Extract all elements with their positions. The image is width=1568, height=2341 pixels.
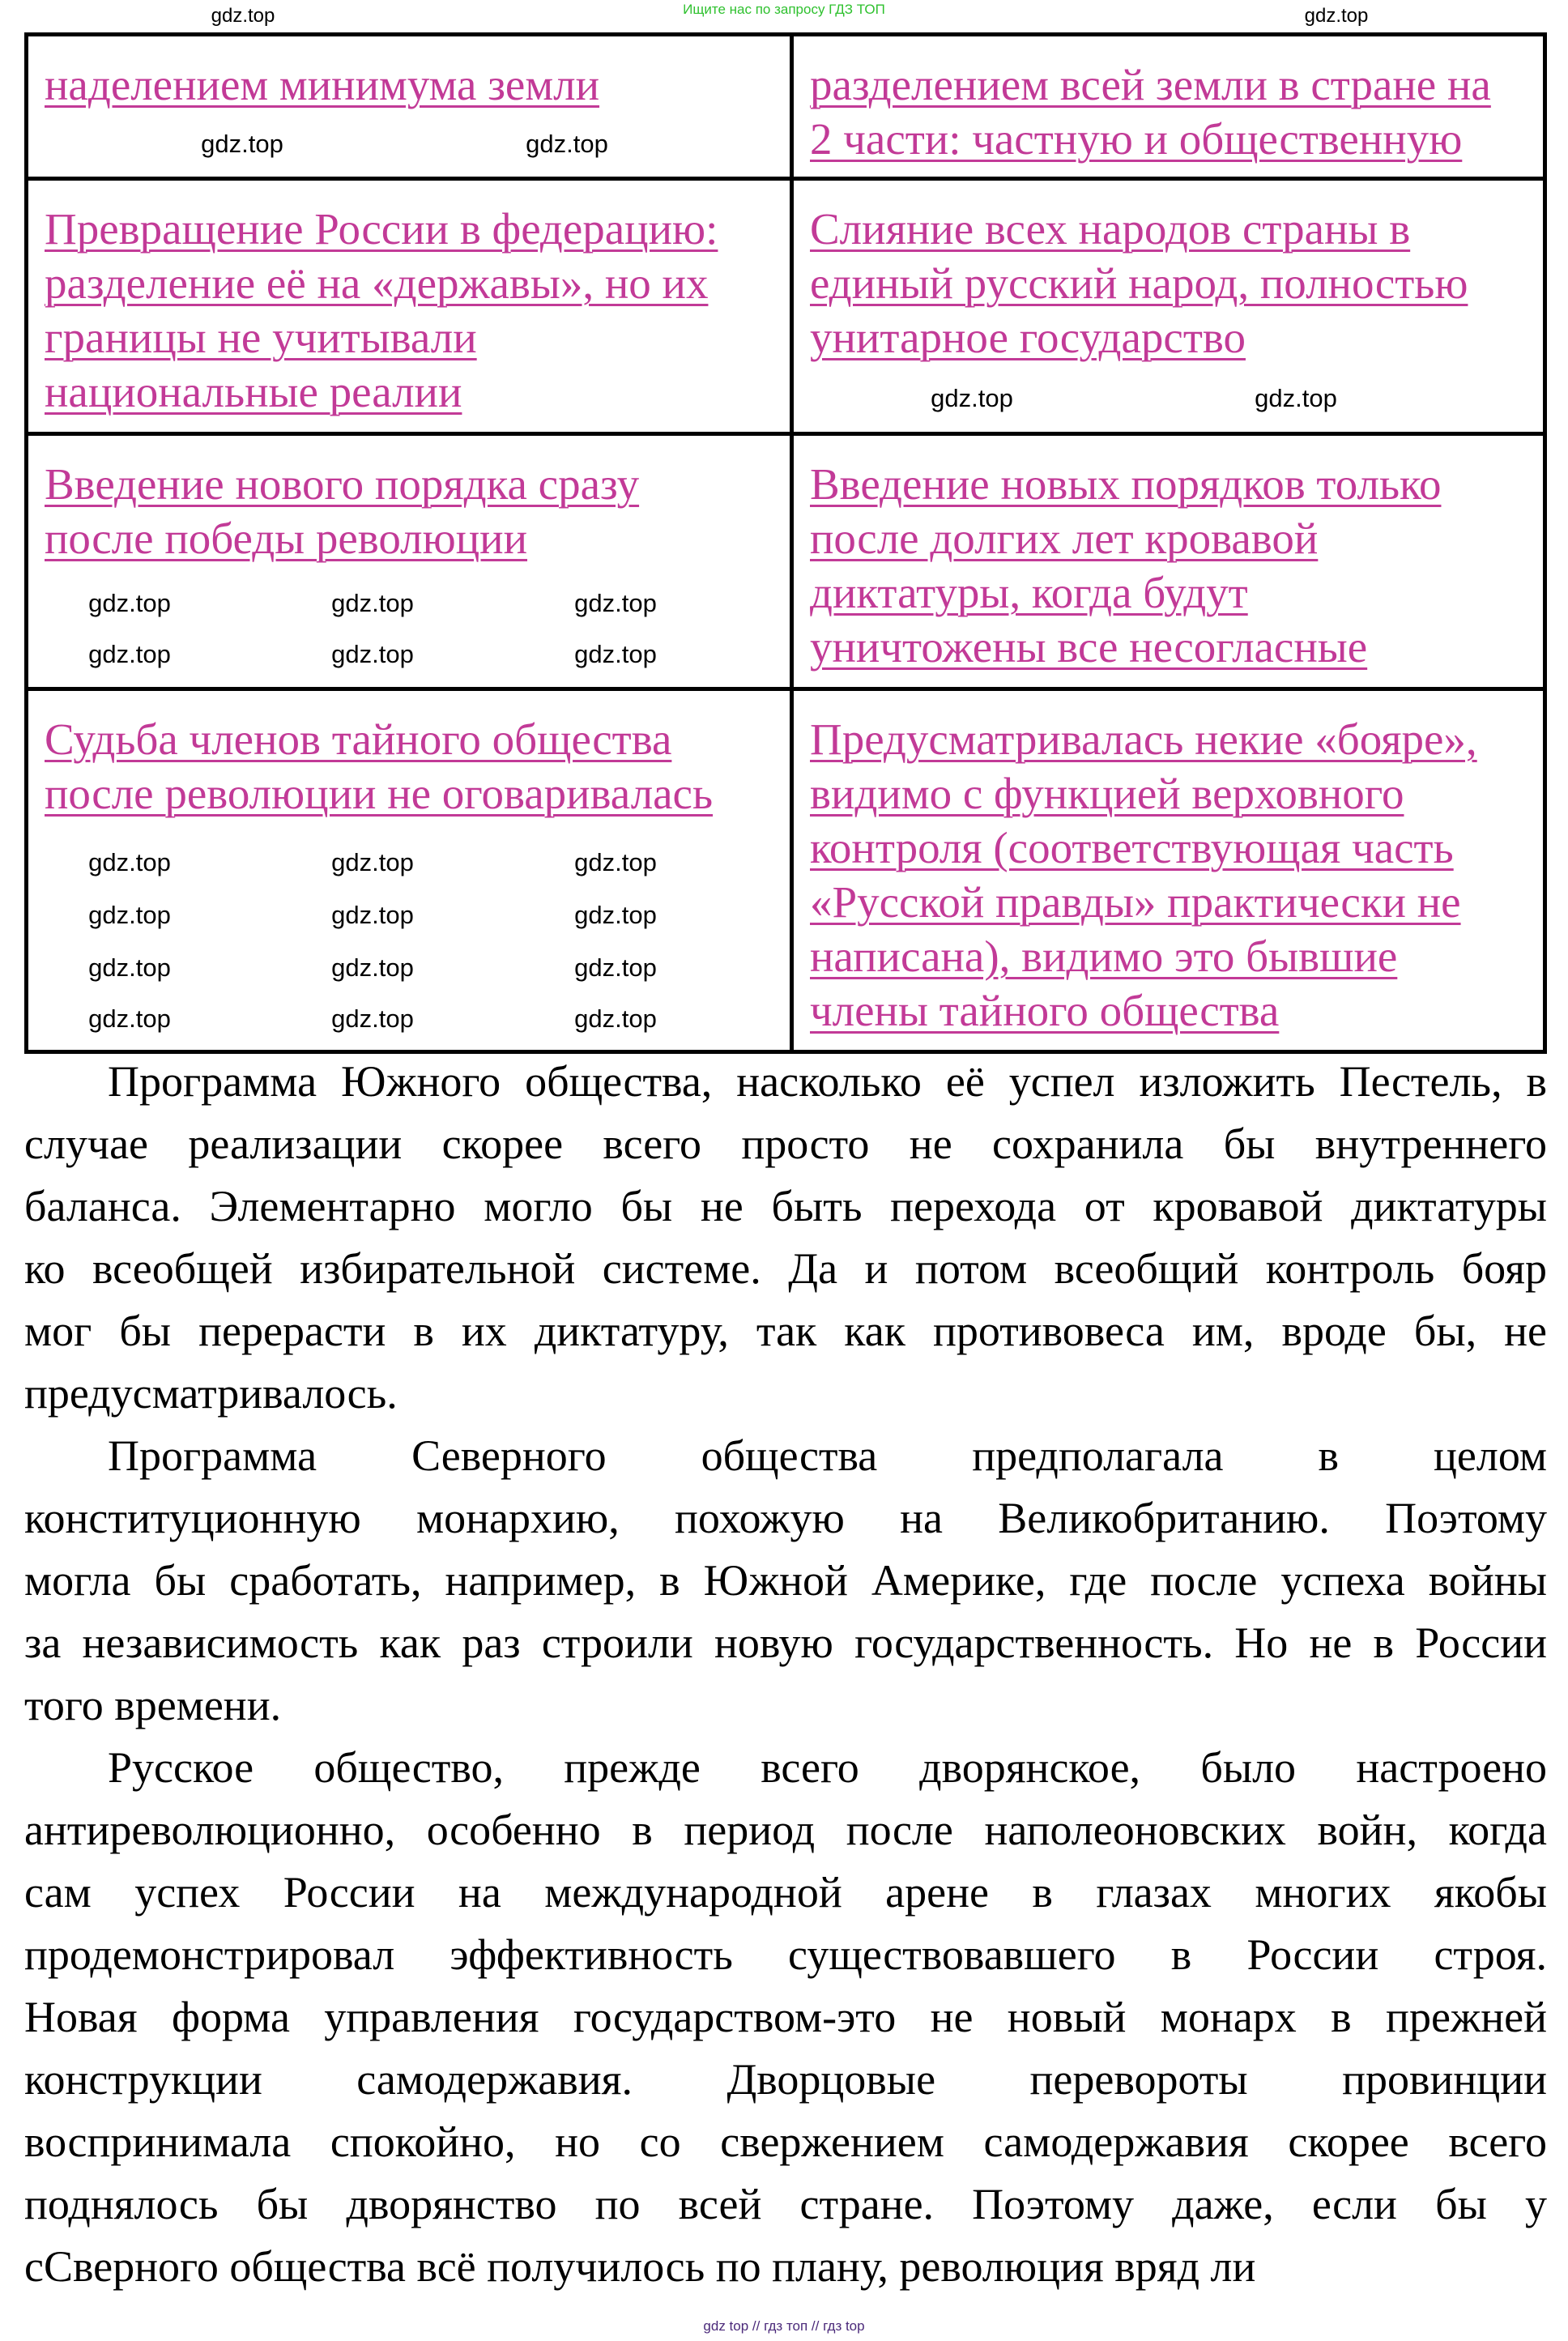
cell-text-line: Превращение России в федерацию: <box>45 204 718 254</box>
comparison-table <box>24 32 1547 1054</box>
cell-text-line: после революции не оговаривалась <box>45 769 714 818</box>
cell-text-line: Введение нового порядка сразу <box>45 459 640 509</box>
watermark: gdz.top <box>574 640 657 668</box>
cell-text-line: видимо с функцией верховного <box>810 769 1404 818</box>
watermark: gdz.top <box>931 384 1013 412</box>
watermark: gdz.top <box>201 130 283 158</box>
table-cell-left <box>27 35 792 179</box>
cell-text-line: национальные реалии <box>45 367 462 416</box>
paragraph-line: за независимость как раз строили новую государственность. Но не в России <box>24 1618 1547 1667</box>
paragraph-line: конструкции самодержавия. Дворцовые перевороты провинции <box>24 2055 1547 2104</box>
table-row <box>27 434 1545 689</box>
watermark: gdz.top <box>331 901 414 929</box>
cell-text-line: Слияние всех народов страны в <box>810 204 1411 254</box>
cell-text-line: «Русской правды» практически не <box>810 877 1461 927</box>
paragraph-line: антиреволюционно, особенно в период после наполеоновских войн, когда <box>24 1806 1547 1854</box>
cell-text-line: 2 части: частную и общественную <box>810 114 1463 164</box>
table-cell-right <box>792 35 1545 179</box>
watermark: gdz.top <box>88 901 171 929</box>
table-cell-right <box>792 689 1545 1052</box>
cell-text-line: единый русский народ, полностью <box>810 258 1468 308</box>
watermark: gdz.top <box>574 848 657 876</box>
watermark: gdz.top <box>331 848 414 876</box>
paragraph-line: продемонстрировал эффективность существовавшего в России строя. <box>24 1930 1547 1979</box>
watermark: gdz.top <box>331 640 414 668</box>
header-banner: Ищите нас по запросу ГДЗ ТОП <box>683 2 885 17</box>
watermark: gdz.top <box>331 589 414 617</box>
cell-text-line: члены тайного общества <box>810 986 1280 1035</box>
watermark: gdz.top <box>526 130 608 158</box>
watermark: gdz.top <box>88 953 171 982</box>
paragraph-line: случае реализации скорее всего просто не сохранила бы внутреннего <box>24 1119 1547 1168</box>
paragraph-line: Новая форма управления государством-это не новый монарх в прежней <box>24 1993 1547 2041</box>
paragraph-line: конституционную монархию, похожую на Великобританию. Поэтому <box>24 1494 1547 1542</box>
cell-text-line: унитарное государство <box>810 313 1246 362</box>
cell-text-line: после долгих лет кровавой <box>810 514 1319 563</box>
cell-text-line: диктатуры, когда будут <box>810 568 1248 617</box>
paragraph-line: предусматривалось. <box>24 1369 398 1418</box>
paragraph-line: сам успех России на международной арене в глазах многих якобы <box>24 1868 1547 1917</box>
watermark: gdz.top <box>574 589 657 617</box>
footer-banner: gdz top // гдз топ // гдз top <box>703 2318 865 2334</box>
paragraph-line: поднялось бы дворянство по всей стране. Поэтому даже, если бы у <box>24 2180 1547 2228</box>
watermark: gdz.top <box>211 5 275 27</box>
cell-text-line: Судьба членов тайного общества <box>45 714 672 764</box>
paragraph-line: Программа Южного общества, насколько её успел изложить Пестель, в <box>108 1057 1547 1106</box>
watermark: gdz.top <box>574 1004 657 1033</box>
watermark: gdz.top <box>1255 384 1337 412</box>
cell-text-line: контроля (соответствующая часть <box>810 823 1454 872</box>
cell-text-line: Введение новых порядков только <box>810 459 1442 509</box>
watermark: gdz.top <box>88 589 171 617</box>
watermark: gdz.top <box>331 953 414 982</box>
watermark: gdz.top <box>1304 5 1369 27</box>
table-row <box>27 689 1545 1052</box>
cell-text-line: границы не учитывали <box>45 313 477 362</box>
body-text <box>24 1051 1547 2298</box>
cell-text-line: наделением минимума земли <box>45 60 600 109</box>
paragraph-line: ко всеобщей избирательной системе. Да и потом всеобщий контроль бояр <box>24 1244 1547 1293</box>
watermark: gdz.top <box>331 1004 414 1033</box>
watermark: gdz.top <box>88 1004 171 1033</box>
cell-text-line: написана), видимо это бывшие <box>810 932 1398 981</box>
cell-text-line: Предусматривалась некие «бояре», <box>810 714 1477 764</box>
table-cell-right <box>792 179 1545 434</box>
watermark: gdz.top <box>88 640 171 668</box>
watermark: gdz.top <box>574 953 657 982</box>
paragraph-line: Программа Северного общества предполагала в целом <box>108 1431 1547 1480</box>
watermark: gdz.top <box>574 901 657 929</box>
paragraph-line: мог бы перерасти в их диктатуру, так как противовеса им, вроде бы, не <box>24 1307 1547 1355</box>
cell-text-line: после победы революции <box>45 514 528 563</box>
paragraph-line: Русское общество, прежде всего дворянское, было настроено <box>108 1743 1547 1792</box>
paragraph-line: сСверного общества всё получилось по плану, революция вряд ли <box>24 2242 1256 2291</box>
paragraph-line: воспринимала спокойно, но со свержением самодержавия скорее всего <box>24 2117 1547 2166</box>
table-cell-left <box>27 179 792 434</box>
cell-text-line: разделение её на «державы», но их <box>45 258 709 308</box>
cell-text-line: разделением всей земли в стране на <box>810 60 1491 109</box>
table-cell-right <box>792 434 1545 689</box>
cell-text-line: уничтожены все несогласные <box>810 622 1368 672</box>
paragraph-line: того времени. <box>24 1681 282 1729</box>
watermark: gdz.top <box>88 848 171 876</box>
paragraph-line: могла бы сработать, например, в Южной Америке, где после успеха войны <box>24 1556 1547 1605</box>
paragraph-line: баланса. Элементарно могло бы не быть перехода от кровавой диктатуры <box>24 1182 1547 1230</box>
